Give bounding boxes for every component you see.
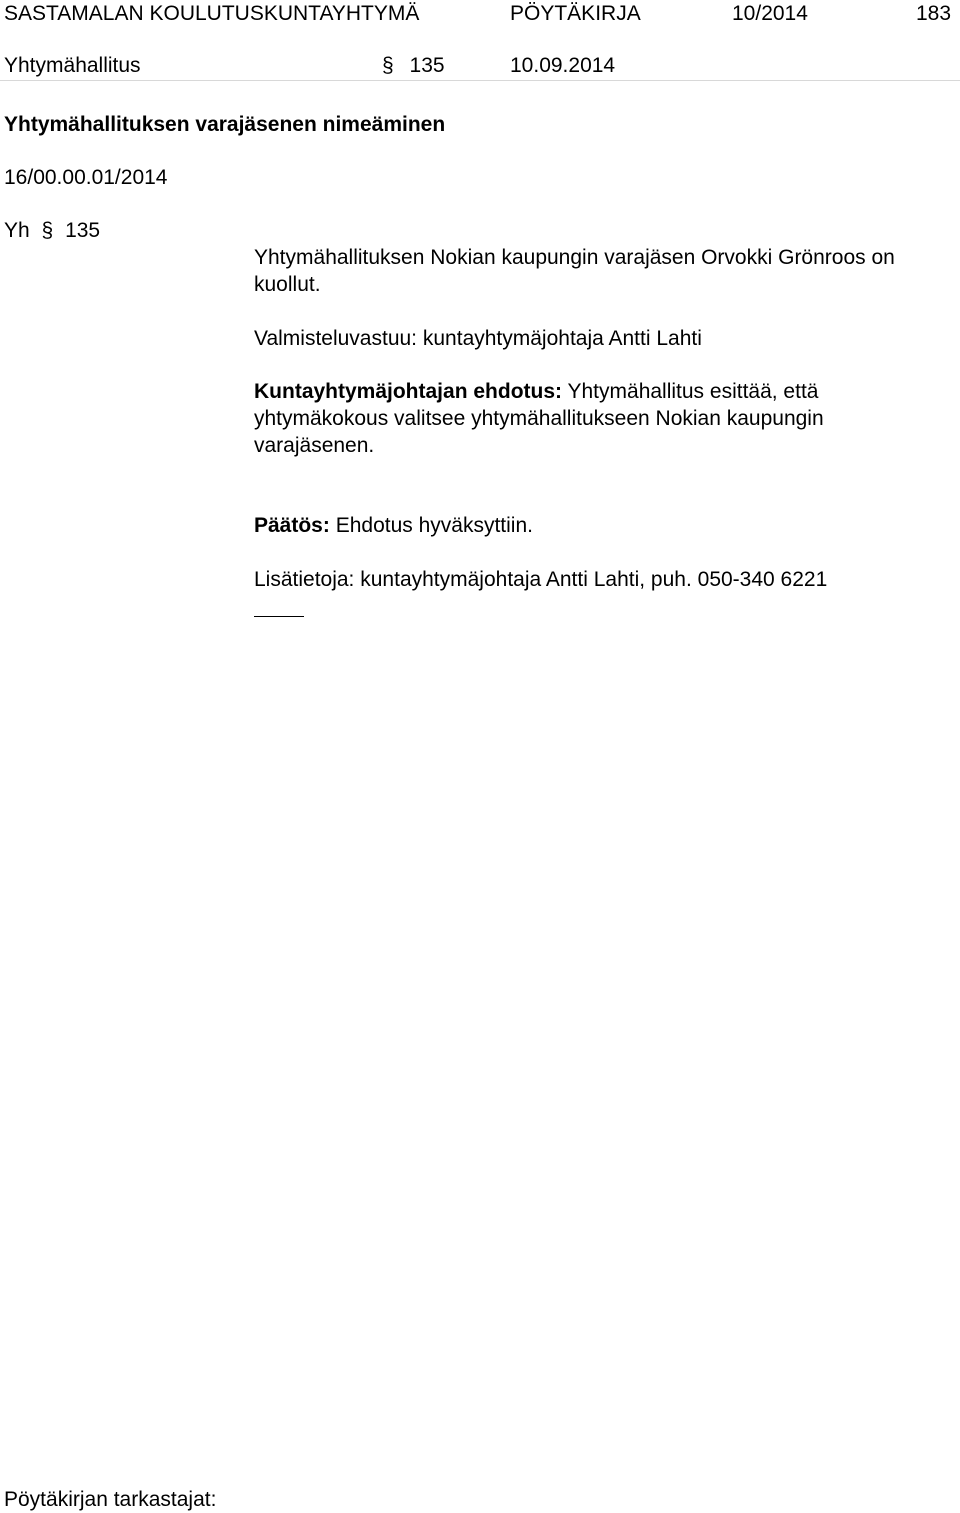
proposal-label: Kuntayhtymäjohtajan ehdotus: [254,380,563,403]
item-description: Yhtymähallituksen Nokian kaupungin varajäsen Orvokki Grönroos on kuollut. [254,246,895,296]
item-section [4,217,100,244]
decision-text: Ehdotus hyväksyttiin. [335,514,533,537]
section-end-rule [254,616,304,617]
preparer-name: kuntayhtymäjohtaja Antti Lahti [422,327,702,350]
preparer-paragraph [254,325,944,352]
header-section [382,52,445,79]
decision-label: Päätös: [254,514,330,537]
info-text: kuntayhtymäjohtaja Antti Lahti, puh. 050-340 6221 [360,568,828,591]
organization-name: SASTAMALAN KOULUTUSKUNTAYHTYMÄ [4,2,420,25]
meeting-body: Yhtymähallitus [4,54,141,77]
proposal-text: Yhtymähallitus esittää, että yhtymäkokous valitsee yhtymähallitukseen Nokian kaupungin varajäsenen. [254,380,824,457]
meeting-date: 10.09.2014 [510,54,616,77]
section-prefix: Yh [4,219,30,242]
info-label: Lisätietoja: [254,568,355,591]
proposal-paragraph [254,378,944,459]
decision-paragraph [254,512,944,539]
item-section-number: 135 [65,219,101,242]
document-type: PÖYTÄKIRJA [510,2,641,25]
header-divider [0,80,960,81]
page-number: 183 [916,2,952,25]
verifiers-label: Pöytäkirjan tarkastajat: [4,1488,217,1511]
section-symbol: § [382,54,394,77]
diary-number: 16/00.00.01/2014 [4,166,168,189]
header-section-number: 135 [409,54,445,77]
info-paragraph [254,566,944,593]
preparer-label: Valmisteluvastuu: [254,327,418,350]
issue-number: 10/2014 [732,2,808,25]
section-symbol: § [41,219,54,242]
item-title: Yhtymähallituksen varajäsenen nimeäminen [4,113,446,136]
